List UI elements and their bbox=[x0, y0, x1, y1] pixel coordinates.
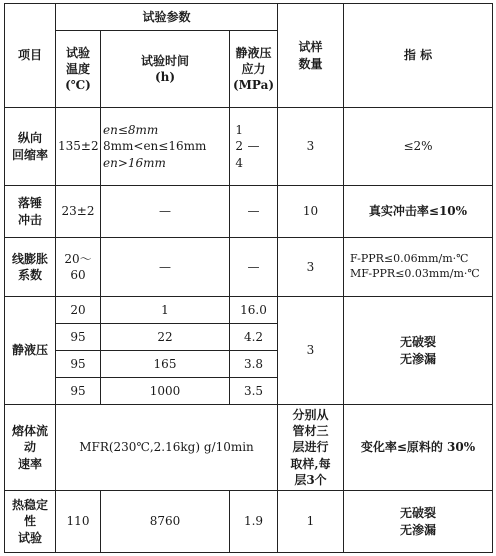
expansion-index bbox=[344, 238, 493, 297]
test-spec-table bbox=[4, 3, 493, 553]
row-thermal-stability bbox=[5, 491, 493, 553]
melt-count-line2: 管材三 bbox=[292, 424, 329, 439]
header-time-line1: 试验时间 bbox=[140, 53, 189, 68]
hydro-pressure-3: 3.8 bbox=[230, 351, 278, 378]
shrink-time-val-3: 4 bbox=[235, 155, 243, 170]
impact-name-line1: 落锤 bbox=[17, 196, 42, 211]
header-sample-count bbox=[278, 4, 344, 108]
expansion-name-line2: 系数 bbox=[17, 268, 42, 282]
thermal-count: 1 bbox=[278, 491, 344, 553]
melt-name-line2: 速率 bbox=[17, 456, 42, 471]
hydro-pressure-1: 16.0 bbox=[230, 297, 278, 324]
header-count-line2: 数量 bbox=[298, 56, 323, 71]
shrink-time-val-1: 1 bbox=[235, 123, 243, 138]
shrink-count: 3 bbox=[278, 108, 344, 186]
header-count-line1: 试样 bbox=[298, 40, 323, 55]
header-temp bbox=[56, 31, 101, 108]
impact-index: 真实冲击率≤10% bbox=[344, 186, 493, 238]
thermal-pressure: 1.9 bbox=[230, 491, 278, 553]
hydro-time-1: 1 bbox=[101, 297, 230, 324]
thermal-name bbox=[5, 491, 56, 553]
thermal-temp: 110 bbox=[56, 491, 101, 553]
shrink-name-line2: 回缩率 bbox=[11, 147, 48, 162]
expansion-count: 3 bbox=[278, 238, 344, 297]
melt-condition: MFR(230℃,2.16kg) g/10min bbox=[56, 405, 278, 491]
row-impact bbox=[5, 186, 493, 238]
shrink-temp: 135±2 bbox=[56, 108, 101, 186]
melt-count-line1: 分别从 bbox=[292, 408, 329, 423]
thermal-name-line2: 试验 bbox=[17, 530, 42, 545]
impact-temp: 23±2 bbox=[56, 186, 101, 238]
header-temp-line3: (℃) bbox=[65, 78, 91, 93]
expansion-name-line1: 线膨胀 bbox=[11, 251, 48, 266]
shrink-pressure: — bbox=[230, 108, 278, 186]
header-params: 试验参数 bbox=[56, 4, 278, 31]
hydro-temp-4: 95 bbox=[56, 378, 101, 405]
row-shrinkage bbox=[5, 108, 493, 186]
melt-name bbox=[5, 405, 56, 491]
impact-count: 10 bbox=[278, 186, 344, 238]
header-index: 指 标 bbox=[344, 4, 493, 108]
hydro-time-2: 22 bbox=[101, 324, 230, 351]
hydro-name: 静液压 bbox=[5, 297, 56, 405]
hydro-temp-1: 20 bbox=[56, 297, 101, 324]
expansion-time: — bbox=[101, 238, 230, 297]
thermal-name-line1: 热稳定性 bbox=[11, 498, 48, 529]
header-temp-line1: 试验 bbox=[65, 45, 90, 60]
shrink-time-val-2: 2 bbox=[235, 139, 243, 154]
impact-name-line2: 冲击 bbox=[17, 212, 42, 227]
expansion-temp: 20～60 bbox=[56, 238, 101, 297]
row-expansion bbox=[5, 238, 493, 297]
melt-count-line4: 取样,每 bbox=[290, 456, 331, 471]
row-melt-flow bbox=[5, 405, 493, 491]
hydro-temp-3: 95 bbox=[56, 351, 101, 378]
header-time bbox=[101, 31, 230, 108]
hydro-time-3: 165 bbox=[101, 351, 230, 378]
row-hydro-1 bbox=[5, 297, 493, 324]
thermal-index bbox=[344, 491, 493, 553]
shrink-index: ≤2% bbox=[344, 108, 493, 186]
expansion-index-line2: MF-PPR≤0.03mm/m·℃ bbox=[350, 267, 480, 280]
header-pressure-line3: (MPa) bbox=[232, 78, 275, 93]
hydro-temp-2: 95 bbox=[56, 324, 101, 351]
hydro-index-line2: 无渗漏 bbox=[399, 351, 436, 366]
shrink-time-cond-2: 8mm<en≤16mm bbox=[103, 139, 207, 154]
melt-index: 变化率≤原料的 30% bbox=[344, 405, 493, 491]
melt-count-line3: 层进行 bbox=[292, 440, 329, 455]
header-pressure-line2: 应力 bbox=[241, 61, 266, 76]
thermal-time: 8760 bbox=[101, 491, 230, 553]
expansion-index-line1: F-PPR≤0.06mm/m·℃ bbox=[350, 252, 469, 266]
melt-count-line5: 层3个 bbox=[294, 472, 327, 487]
shrink-name bbox=[5, 108, 56, 186]
header-pressure-line1: 静液压 bbox=[235, 45, 272, 60]
hydro-pressure-4: 3.5 bbox=[230, 378, 278, 405]
impact-name bbox=[5, 186, 56, 238]
shrink-time-cond-3: en>16mm bbox=[103, 155, 166, 170]
impact-pressure: — bbox=[230, 186, 278, 238]
hydro-index bbox=[344, 297, 493, 405]
hydro-time-4: 1000 bbox=[101, 378, 230, 405]
melt-name-line1: 熔体流动 bbox=[11, 424, 48, 455]
melt-count bbox=[278, 405, 344, 491]
shrink-name-line1: 纵向 bbox=[17, 131, 42, 146]
header-item: 项目 bbox=[5, 4, 56, 108]
hydro-index-line1: 无破裂 bbox=[399, 335, 436, 350]
shrink-time bbox=[101, 108, 243, 186]
header-pressure bbox=[230, 31, 278, 108]
hydro-count: 3 bbox=[278, 297, 344, 405]
thermal-index-line1: 无破裂 bbox=[399, 506, 436, 521]
expansion-name bbox=[5, 238, 56, 297]
impact-time: — bbox=[101, 186, 230, 238]
hydro-pressure-2: 4.2 bbox=[230, 324, 278, 351]
expansion-pressure: — bbox=[230, 238, 278, 297]
header-time-line2: (h) bbox=[154, 70, 176, 84]
header-temp-line2: 温度 bbox=[65, 61, 90, 76]
shrink-time-cond-1: en≤8mm bbox=[103, 123, 159, 138]
thermal-index-line2: 无渗漏 bbox=[399, 522, 436, 537]
